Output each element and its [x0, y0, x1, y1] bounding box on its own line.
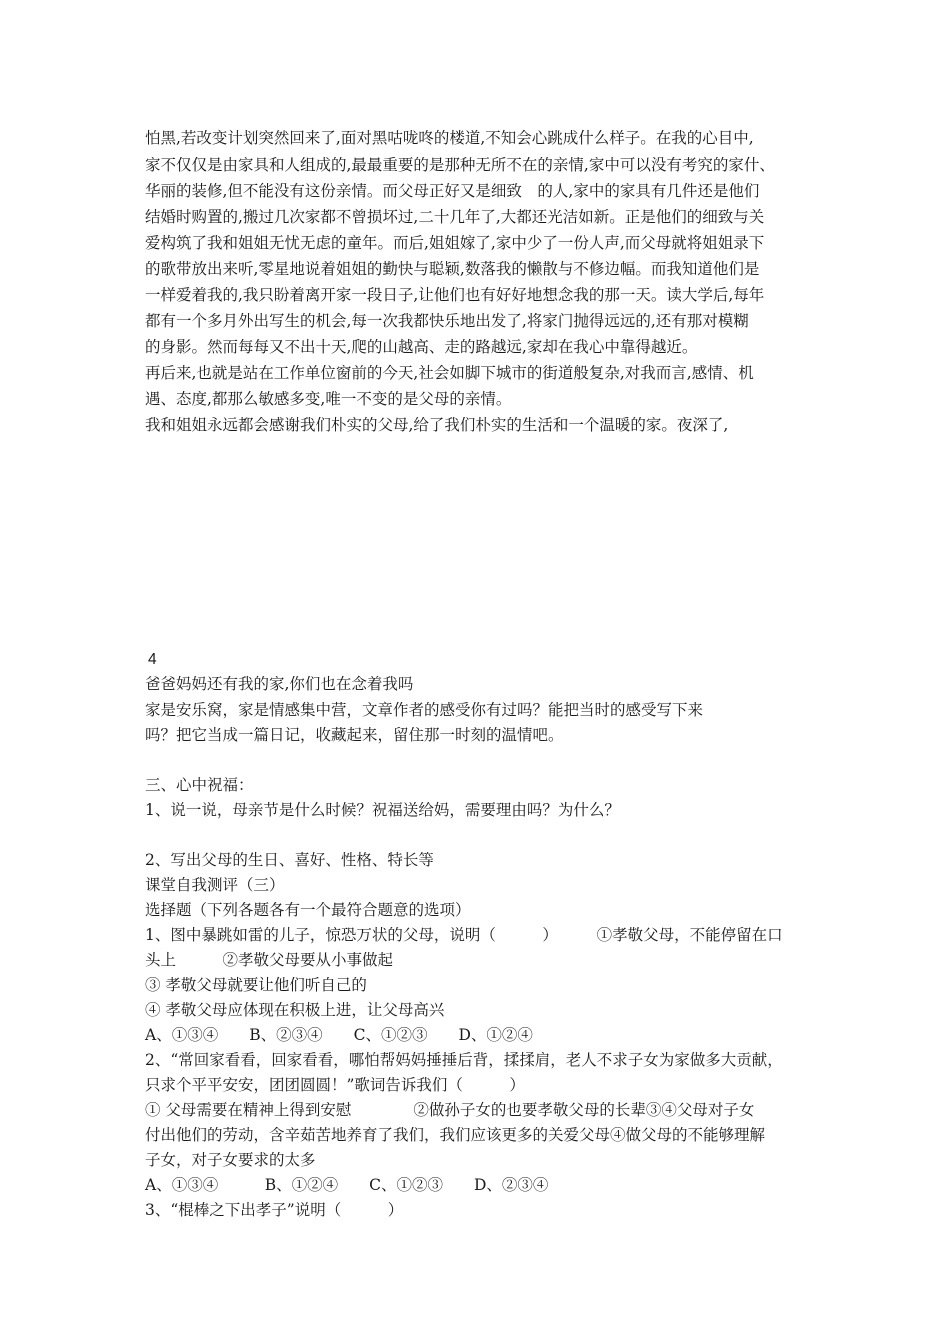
section-line: 爸爸妈妈还有我的家,你们也在念着我吗 — [145, 675, 414, 693]
question-2-line: 付出他们的劳动，含辛茹苦地养育了我们，我们应该更多的关爱父母④做父母的不能够理解 — [145, 1126, 766, 1144]
section-line: 吗？把它当成一篇日记，收藏起来，留住那一时刻的温情吧。 — [145, 726, 564, 744]
question-1-options: A、①③④ B、②③④ C、①②③ D、①②④ — [145, 1026, 533, 1044]
essay-line: 家不仅仅是由家具和人组成的,最最重要的是那种无所不在的亲情,家中可以没有考究的家什、 — [145, 156, 775, 174]
essay-line: 爱构筑了我和姐姐无忧无虑的童年。而后,姐姐嫁了,家中少了一份人声,而父母就将姐姐录下 — [145, 234, 765, 252]
blessing-question-2: 2、写出父母的生日、喜好、性格、特长等 — [145, 851, 434, 869]
essay-line: 都有一个多月外出写生的机会,每一次我都快乐地出发了,将家门抛得远远的,还有那对模糊 — [145, 312, 749, 330]
question-2-line: 2、“常回家看看，回家看看，哪怕帮妈妈捶捶后背，揉揉肩，老人不求子女为家做多大贡献， — [145, 1051, 783, 1069]
test-title: 课堂自我测评（三） — [145, 876, 285, 894]
question-2-line: 只求个平平安安，团团圆圆！”歌词告诉我们（ ） — [145, 1076, 525, 1094]
question-2-options: A、①③④ B、①②④ C、①②③ D、②③④ — [145, 1176, 549, 1194]
question-2-line: ① 父母需要在精神上得到安慰 ②做孙子女的也要孝敬父母的长辈③④父母对子女 — [145, 1101, 755, 1119]
question-1-line: 头上 ②孝敬父母要从小事做起 — [145, 951, 394, 969]
question-3: 3、“棍棒之下出孝子”说明（ ） — [145, 1201, 404, 1219]
blessing-question-1: 1、说一说，母亲节是什么时候？祝福送给妈，需要理由吗？为什么？ — [145, 801, 620, 819]
essay-line: 华丽的装修,但不能没有这份亲情。而父母正好又是细致 的人,家中的家具有几件还是他们 — [145, 182, 760, 200]
question-1-line: ③ 孝敬父母就要让他们听自己的 — [145, 976, 367, 994]
essay-line: 我和姐姐永远都会感谢我们朴实的父母,给了我们朴实的生活和一个温暖的家。夜深了, — [145, 416, 729, 434]
essay-line: 遇、态度,都那么敏感多变,唯一不变的是父母的亲情。 — [145, 390, 512, 408]
essay-line: 再后来,也就是站在工作单位窗前的今天,社会如脚下城市的街道般复杂,对我而言,感情、机 — [145, 364, 754, 382]
essay-line: 的身影。然而每每又不出十天,爬的山越高、走的路越远,家却在我心中靠得越近。 — [145, 338, 698, 356]
section-number: 4 — [148, 651, 157, 668]
question-2-line: 子女，对子女要求的太多 — [145, 1151, 316, 1169]
question-1-line: 1、图中暴跳如雷的儿子，惊恐万状的父母，说明（ ） ①孝敬父母，不能停留在口 — [145, 926, 783, 944]
question-1-line: ④ 孝敬父母应体现在积极上进，让父母高兴 — [145, 1001, 445, 1019]
essay-line: 一样爱着我的,我只盼着离开家一段日子,让他们也有好好地想念我的那一天。读大学后,每年 — [145, 286, 765, 304]
essay-line: 的歌带放出来听,零星地说着姐姐的勤快与聪颖,数落我的懒散与不修边幅。而我知道他们是 — [145, 260, 760, 278]
section-line: 家是安乐窝，家是情感集中营，文章作者的感受你有过吗？能把当时的感受写下来 — [145, 701, 704, 719]
test-instruction: 选择题（下列各题各有一个最符合题意的选项） — [145, 901, 471, 919]
essay-line: 怕黑,若改变计划突然回来了,面对黑咕咙咚的楼道,不知会心跳成什么样子。在我的心目中, — [145, 129, 754, 147]
blessing-heading: 三、心中祝福： — [145, 776, 254, 794]
essay-line: 结婚时购置的,搬过几次家都不曾损坏过,二十几年了,大都还光洁如新。正是他们的细致与关 — [145, 208, 765, 226]
